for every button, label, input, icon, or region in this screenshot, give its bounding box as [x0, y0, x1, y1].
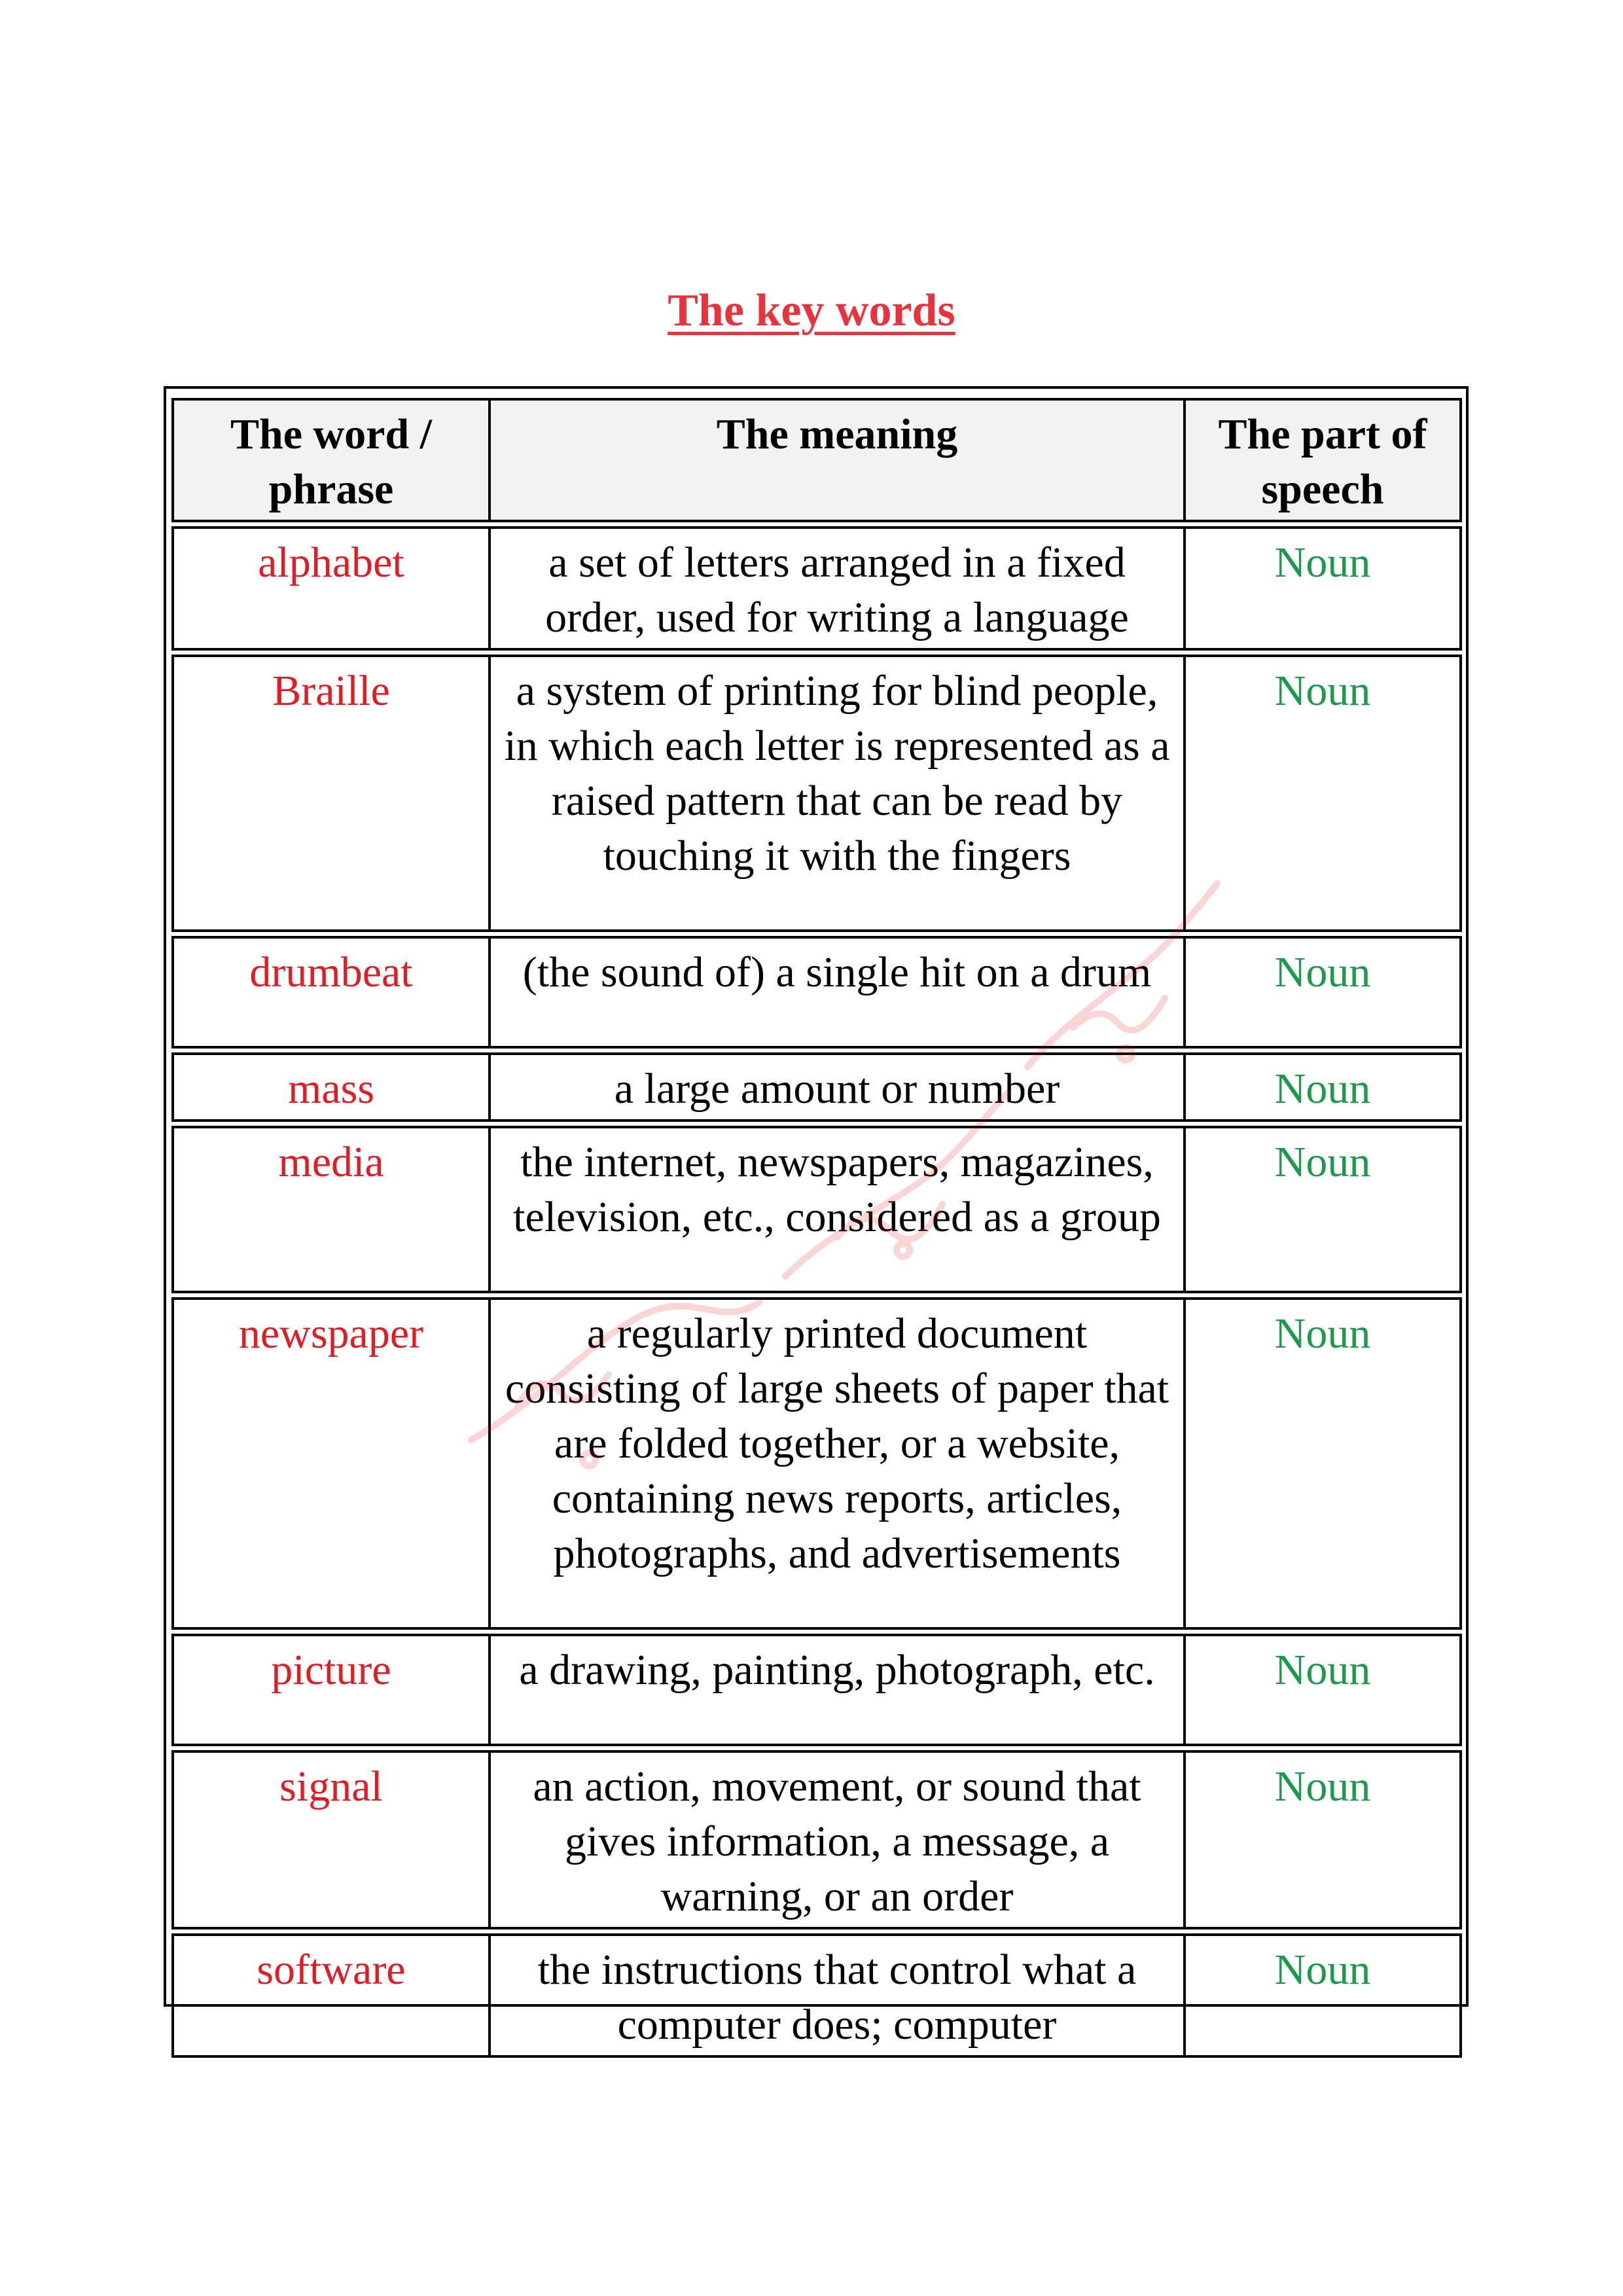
part-of-speech-cell: Noun: [1183, 526, 1462, 651]
table-row: [171, 1750, 1462, 1929]
part-of-speech-cell: Noun: [1183, 1126, 1462, 1293]
meaning-cell: a large amount or number: [488, 1052, 1183, 1122]
part-of-speech-cell: Noun: [1183, 1933, 1462, 2058]
part-of-speech-cell: Noun: [1183, 1634, 1462, 1746]
table-row: [171, 936, 1462, 1049]
word-cell: software: [171, 1933, 488, 2058]
table-row: [171, 1933, 1462, 2058]
meaning-cell: an action, movement, or sound that gives information, a message, a warning, or an order: [488, 1750, 1183, 1929]
meaning-cell: a system of printing for blind people, in which each letter is represented as a raised pattern that can be read by touching it with the fingers: [488, 655, 1183, 932]
table-header-row: [171, 398, 1462, 522]
meaning-cell: the internet, newspapers, magazines, television, etc., considered as a group: [488, 1126, 1183, 1293]
meaning-cell: (the sound of) a single hit on a drum: [488, 936, 1183, 1049]
word-cell: signal: [171, 1750, 488, 1929]
word-cell: Braille: [171, 655, 488, 932]
header-word: The word / phrase: [171, 398, 488, 522]
part-of-speech-cell: Noun: [1183, 1750, 1462, 1929]
table-row: [171, 1297, 1462, 1630]
word-cell: mass: [171, 1052, 488, 1122]
header-part-of-speech: The part of speech: [1183, 398, 1462, 522]
meaning-cell: a set of letters arranged in a fixed order, used for writing a language: [488, 526, 1183, 651]
table-row: [171, 1634, 1462, 1746]
table-row: [171, 1052, 1462, 1122]
table-row: [171, 1126, 1462, 1293]
part-of-speech-cell: Noun: [1183, 1297, 1462, 1630]
page-title: The key words: [668, 285, 955, 336]
word-cell: media: [171, 1126, 488, 1293]
word-cell: picture: [171, 1634, 488, 1746]
table-row: [171, 526, 1462, 651]
meaning-cell: a regularly printed document consisting of large sheets of paper that are folded together, or a website, containing news reports, articles, photographs, and advertisements: [488, 1297, 1183, 1630]
meaning-cell: the instructions that control what a computer does; computer: [488, 1933, 1183, 2058]
word-cell: newspaper: [171, 1297, 488, 1630]
meaning-cell: a drawing, painting, photograph, etc.: [488, 1634, 1183, 1746]
header-meaning: The meaning: [488, 398, 1183, 522]
word-cell: alphabet: [171, 526, 488, 651]
part-of-speech-cell: Noun: [1183, 655, 1462, 932]
table-row: [171, 655, 1462, 932]
word-cell: drumbeat: [171, 936, 488, 1049]
key-words-table: [171, 394, 1462, 2062]
part-of-speech-cell: Noun: [1183, 1052, 1462, 1122]
part-of-speech-cell: Noun: [1183, 936, 1462, 1049]
